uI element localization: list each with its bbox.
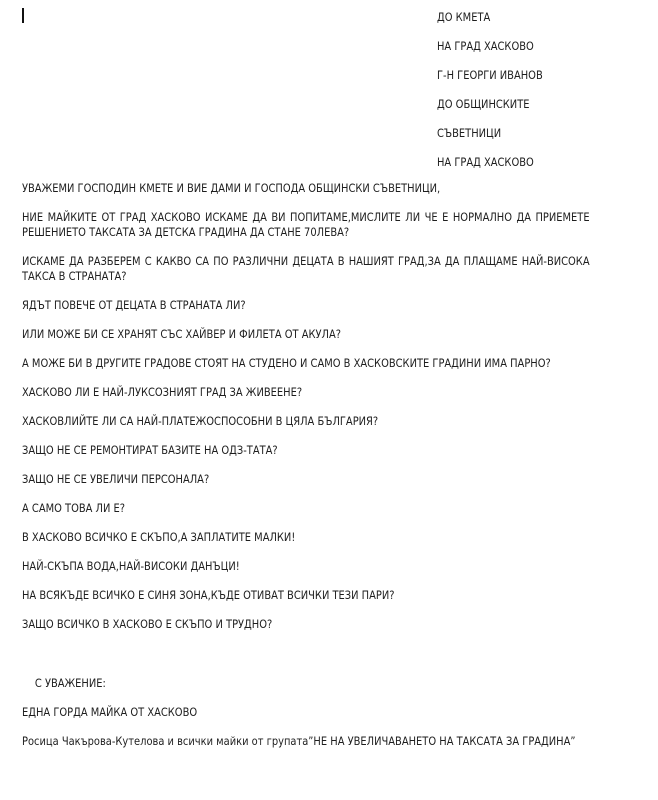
signature-extra: Росица Чакърова-Кутелова и всички майки от групата”НЕ НА УВЕЛИЧАВАНЕТО НА ТАКСАТА ЗА ГРАДИНА” <box>22 734 576 748</box>
address-line: Г-Н ГЕОРГИ ИВАНОВ <box>437 68 543 82</box>
paragraph: В ХАСКОВО ВСИЧКО Е СКЪПО,А ЗАПЛАТИТЕ МАЛКИ! <box>22 530 296 544</box>
paragraph: А МОЖЕ БИ В ДРУГИТЕ ГРАДОВЕ СТОЯТ НА СТУДЕНО И САМО В ХАСКОВСКИТЕ ГРАДИНИ ИМА ПАРНО? <box>22 356 551 370</box>
paragraph: НА ВСЯКЪДЕ ВСИЧКО Е СИНЯ ЗОНА,КЪДЕ ОТИВАТ ВСИЧКИ ТЕЗИ ПАРИ? <box>22 588 395 602</box>
paragraph: А САМО ТОВА ЛИ Е? <box>22 501 126 515</box>
paragraph: ХАСКОВО ЛИ Е НАЙ-ЛУКСОЗНИЯТ ГРАД ЗА ЖИВЕЕНЕ? <box>22 385 303 399</box>
paragraph: ИЛИ МОЖЕ БИ СЕ ХРАНЯТ СЪС ХАЙВЕР И ФИЛЕТА ОТ АКУЛА? <box>22 327 341 341</box>
text-cursor <box>22 8 24 23</box>
address-line: ДО КМЕТА <box>437 10 491 24</box>
address-line: СЪВЕТНИЦИ <box>437 126 502 140</box>
address-block <box>437 9 560 183</box>
address-line: НА ГРАД ХАСКОВО <box>437 155 534 169</box>
paragraph: ИСКАМЕ ДА РАЗБЕРЕМ С КАКВО СА ПО РАЗЛИЧНИ ДЕЦАТА В НАШИЯТ ГРАД,ЗА ДА ПЛАЩАМЕ НАЙ-ВИСОКА ТАКСА В СТРАНАТА? <box>22 254 590 283</box>
paragraph: НАЙ-СКЪПА ВОДА,НАЙ-ВИСОКИ ДАНЪЦИ! <box>22 559 240 573</box>
paragraph: ХАСКОВЛИЙТЕ ЛИ СА НАЙ-ПЛАТЕЖОСПОСОБНИ В ЦЯЛА БЪЛГАРИЯ? <box>22 414 379 428</box>
paragraph: ЗАЩО НЕ СЕ РЕМОНТИРАТ БАЗИТЕ НА ОДЗ-ТАТА? <box>22 443 278 457</box>
address-line: НА ГРАД ХАСКОВО <box>437 39 534 53</box>
paragraph: НИЕ МАЙКИТЕ ОТ ГРАД ХАСКОВО ИСКАМЕ ДА ВИ ПОПИТАМЕ,МИСЛИТЕ ЛИ ЧЕ Е НОРМАЛНО ДА ПРИЕМЕТЕ РЕШЕНИЕТО ТАКСАТА ЗА ДЕТСКА ГРАДИНА ДА СТАНЕ 70ЛЕВА? <box>22 210 590 239</box>
paragraph: ЗАЩО ВСИЧКО В ХАСКОВО Е СКЪПО И ТРУДНО? <box>22 617 273 631</box>
letter-body <box>22 181 590 763</box>
closing: С УВАЖЕНИЕ: <box>34 676 106 690</box>
salutation: УВАЖЕМИ ГОСПОДИН КМЕТЕ И ВИЕ ДАМИ И ГОСПОДА ОБЩИНСКИ СЪВЕТНИЦИ, <box>22 181 441 195</box>
paragraph: ЯДЪТ ПОВЕЧЕ ОТ ДЕЦАТА В СТРАНАТА ЛИ? <box>22 298 246 312</box>
paragraph: ЗАЩО НЕ СЕ УВЕЛИЧИ ПЕРСОНАЛА? <box>22 472 210 486</box>
address-line: ДО ОБЩИНСКИТЕ <box>437 97 530 111</box>
signature: ЕДНА ГОРДА МАЙКА ОТ ХАСКОВО <box>22 705 198 719</box>
